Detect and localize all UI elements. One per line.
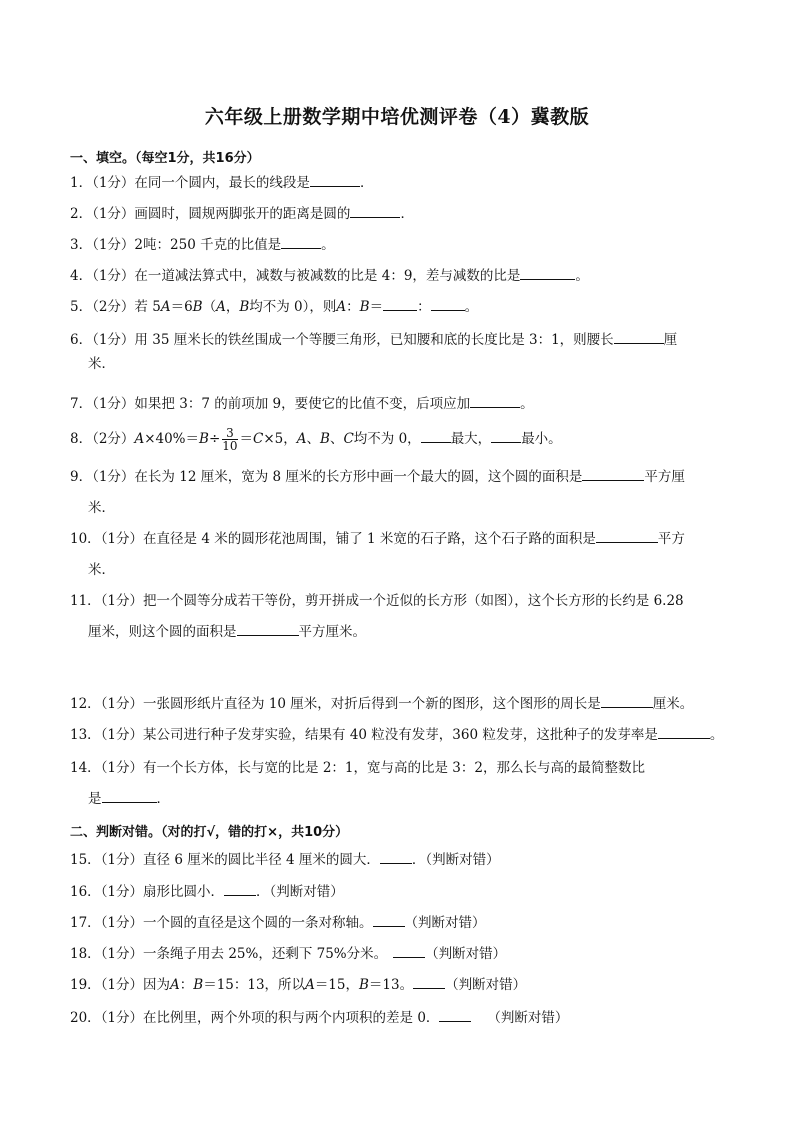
question-6: 6．（1分）用 35 厘米长的铁丝围成一个等腰三角形，已知腰和底的长度比是 3：1，则腰长 厘 米． (70, 328, 724, 376)
question-12: 12．（1分）一张圆形纸片直径为 10 厘米，对折后得到一个新的图形，这个图形的周长是 厘米。 (70, 692, 724, 716)
answer-blank[interactable] (380, 849, 412, 864)
fraction-3-over-10: $\frac{3}{10}$ (222, 426, 238, 453)
section-heading-fill-in: 一、填空。（每空1分，共16分） (70, 151, 260, 166)
section-heading-true-false: 二、判断对错。（对的打√，错的打×，共10分） (70, 825, 349, 840)
question-18: 18．（1分）一条绳子用去 25%，还剩下 75%分米。 （判断对错） (70, 942, 724, 966)
answer-blank[interactable] (281, 234, 321, 249)
question-1: 1．（1分）在同一个圆内，最长的线段是 ． (70, 171, 724, 195)
answer-blank[interactable] (373, 912, 405, 927)
question-7: 7．（1分）如果把 3：7 的前项加 9，要使它的比值不变，后项应加 。 (70, 392, 724, 416)
answer-blank[interactable] (413, 974, 445, 989)
question-17: 17．（1分）一个圆的直径是这个圆的一条对称轴。 （判断对错） (70, 911, 724, 935)
answer-blank[interactable] (393, 943, 425, 958)
question-3: 3．（1分）2吨：250 千克的比值是 。 (70, 233, 724, 257)
answer-blank[interactable] (350, 203, 400, 218)
question-11: 11．（1分）把一个圆等分成若干等份，剪开拼成一个近似的长方形（如图），这个长方形的长约是 6.28 厘米，则这个圆的面积是 平方厘米。 (70, 593, 684, 640)
answer-blank[interactable] (582, 466, 644, 481)
question-2: 2．（1分）画圆时，圆规两脚张开的距离是圆的 ． (70, 202, 724, 226)
question-15: 15．（1分）直径 6 厘米的圆比半径 4 厘米的圆大． ．（判断对错） (70, 848, 724, 872)
question-19: 19．（1分）因为A：B＝15：13，所以A＝15，B＝13。 （判断对错） (70, 973, 724, 997)
answer-blank[interactable] (658, 724, 710, 739)
question-4: 4．（1分）在一道减法算式中，减数与被减数的比是 4：9，差与减数的比是 。 (70, 264, 724, 288)
answer-blank[interactable] (431, 296, 465, 311)
question-20: 20．（1分）在比例里，两个外项的积与两个内项积的差是 0． （判断对错） (70, 1006, 724, 1030)
question-10: 10．（1分）在直径是 4 米的圆形花池周围，铺了 1 米宽的石子路，这个石子路的面积是 平方 米． (70, 527, 724, 582)
question-13: 13．（1分）某公司进行种子发芽实验，结果有 40 粒没有发芽，360 粒发芽，这批种子的发芽率是 。 (70, 723, 724, 747)
question-9: 9．（1分）在长为 12 厘米，宽为 8 厘米的长方形中画一个最大的圆，这个圆的面积是 平方厘 米． (70, 465, 724, 520)
answer-blank[interactable] (421, 428, 451, 443)
answer-blank[interactable] (102, 788, 157, 803)
question-5: 5．（2分）若 5A＝6B（A，B均不为 0），则A：B＝ ： 。 (70, 295, 724, 319)
answer-blank[interactable] (596, 528, 658, 543)
answer-blank[interactable] (383, 296, 417, 311)
answer-blank[interactable] (520, 265, 575, 280)
answer-blank[interactable] (439, 1007, 471, 1022)
question-16: 16．（1分）扇形比圆小． ．（判断对错） (70, 880, 724, 904)
answer-blank[interactable] (310, 172, 360, 187)
answer-blank[interactable] (470, 393, 520, 408)
page-title: 六年级上册数学期中培优测评卷（4）冀教版 (204, 106, 590, 128)
question-8: 8．（2分）A×40%＝B÷ $\frac{3}{10}$ ＝C×5，A、B、C均不为 0， 最大， 最小。 (70, 426, 562, 453)
answer-blank[interactable] (237, 621, 299, 636)
answer-blank[interactable] (491, 428, 521, 443)
answer-blank[interactable] (614, 329, 664, 344)
question-14: 14．（1分）有一个长方体，长与宽的比是 2：1，宽与高的比是 3：2，那么长与高的最简整数比 是 ． (70, 760, 645, 807)
answer-blank[interactable] (224, 881, 256, 896)
answer-blank[interactable] (601, 693, 653, 708)
